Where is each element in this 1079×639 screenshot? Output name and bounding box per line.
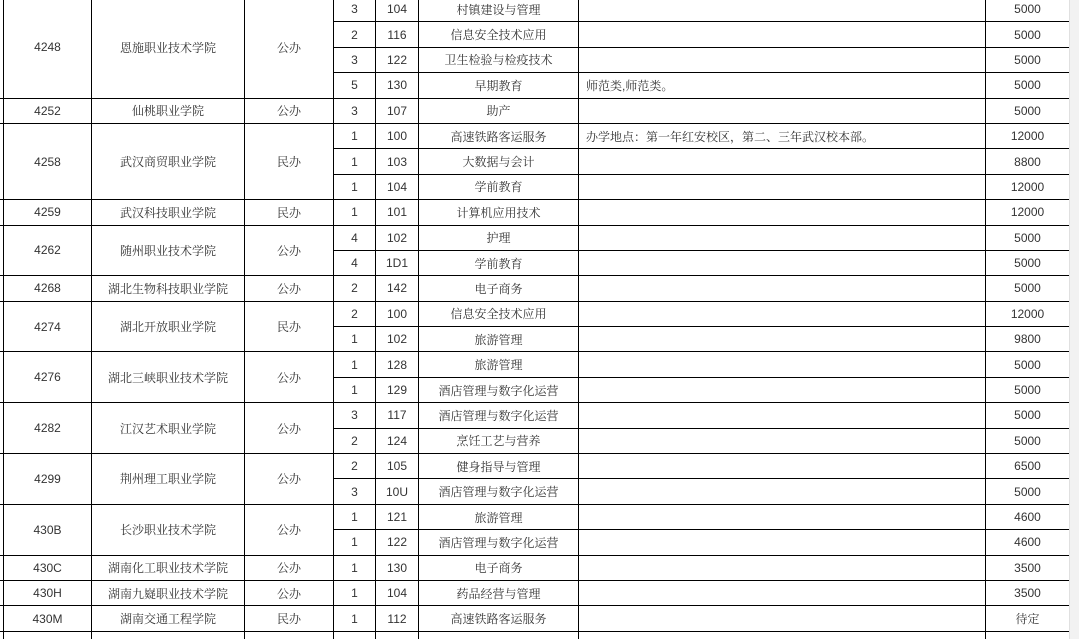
major-name-cell: 旅游管理 [419,352,579,377]
major-name-cell: 烹饪工艺与营养 [419,428,579,453]
note-cell [579,428,986,453]
plan-count-cell: 3 [334,403,376,428]
major-name-cell: 酒店管理与数字化运营 [419,403,579,428]
college-code-cell: 4268 [4,276,92,301]
tuition-cell: 12000 [986,301,1070,326]
note-cell [579,47,986,72]
plan-count-cell: 3 [334,479,376,504]
major-name-cell: 村镇建设与管理 [419,0,579,22]
table-row [0,555,1070,580]
note-cell: 办学地点：第一年红安校区，第二、三年武汉校本部。 [579,123,986,148]
school-name-cell: 湖北开放职业学院 [92,301,245,352]
major-code-cell: 122 [376,530,419,555]
major-code-cell: 128 [376,352,419,377]
tuition-cell: 5000 [986,377,1070,402]
table-row [0,123,1070,148]
major-code-cell: 104 [376,174,419,199]
tuition-cell: 4600 [986,504,1070,529]
school-type-cell: 公办 [245,276,334,301]
school-name-cell: 湖北生物科技职业学院 [92,276,245,301]
table-row [0,352,1070,377]
tuition-cell: 12000 [986,174,1070,199]
school-type-cell: 公办 [245,454,334,505]
note-cell [579,0,986,22]
school-name-cell: 恩施职业技术学院 [92,0,245,98]
college-code-cell: 4274 [4,301,92,352]
note-cell [579,352,986,377]
plan-count-cell: 1 [334,504,376,529]
table-row [0,276,1070,301]
plan-count-cell: 1 [334,606,376,631]
major-code-cell: 117 [376,403,419,428]
note-cell [579,276,986,301]
major-code-cell: 130 [376,555,419,580]
major-code-cell: 112 [376,606,419,631]
plan-count-cell: 3 [334,98,376,123]
tuition-cell: 5000 [986,47,1070,72]
school-name-cell: 湖南化工职业技术学院 [92,555,245,580]
note-cell [579,22,986,47]
college-code-cell: 4299 [4,454,92,505]
major-name-cell: 计算机应用技术 [419,200,579,225]
college-code-cell: 4262 [4,225,92,276]
tuition-cell: 3500 [986,555,1070,580]
table-row [0,225,1070,250]
major-name-cell: 信息安全技术应用 [419,22,579,47]
major-code-cell: 116 [376,22,419,47]
note-cell [579,327,986,352]
plan-count-cell: 1 [334,377,376,402]
major-name-cell: 电子商务 [419,555,579,580]
school-type-cell: 公办 [245,504,334,555]
school-name-cell: 湖南交通工程学院 [92,606,245,631]
vertical-scrollbar-track[interactable] [1069,0,1079,639]
note-cell [579,200,986,225]
plan-count-cell: 1 [334,327,376,352]
school-type-cell: 民办 [245,301,334,352]
school-name-cell: 仙桃职业学院 [92,98,245,123]
college-code-cell: 4258 [4,123,92,199]
major-code-cell: 107 [376,98,419,123]
tuition-cell: 3500 [986,580,1070,605]
major-name-cell: 信息安全技术应用 [419,301,579,326]
school-type-cell: 公办 [245,352,334,403]
major-name-cell: 大数据与会计 [419,149,579,174]
note-cell [579,479,986,504]
note-cell [579,555,986,580]
school-name-cell: 湖南九嶷职业技术学院 [92,580,245,605]
school-type-cell: 民办 [245,606,334,631]
note-cell [579,250,986,275]
plan-count-cell: 2 [334,22,376,47]
school-type-cell: 公办 [245,555,334,580]
tuition-cell: 5000 [986,428,1070,453]
plan-count-cell: 4 [334,250,376,275]
major-code-cell: 129 [376,377,419,402]
tuition-cell: 5000 [986,0,1070,22]
plan-count-cell: 1 [334,200,376,225]
plan-count-cell: 1 [334,530,376,555]
major-code-cell: 101 [376,200,419,225]
school-type-cell: 公办 [245,580,334,605]
major-code-cell: 124 [376,428,419,453]
plan-count-cell: 2 [334,428,376,453]
plan-count-cell: 3 [334,47,376,72]
major-name-cell: 早期教育 [419,73,579,98]
major-code-cell: 1D1 [376,250,419,275]
college-code-cell: 4276 [4,352,92,403]
school-name-cell: 长沙职业技术学院 [92,504,245,555]
school-type-cell [245,631,334,639]
plan-count-cell: 1 [334,149,376,174]
note-cell [579,504,986,529]
note-cell [579,606,986,631]
tuition-cell: 5000 [986,276,1070,301]
tuition-cell: 5000 [986,250,1070,275]
major-name-cell: 旅游管理 [419,504,579,529]
tuition-cell: 8800 [986,149,1070,174]
major-code-cell: 104 [376,0,419,22]
plan-count-cell: 4 [334,225,376,250]
table-row [0,301,1070,326]
plan-count-cell: 1 [334,580,376,605]
school-name-cell: 荆州理工职业学院 [92,454,245,505]
note-cell [579,301,986,326]
tuition-cell: 5000 [986,352,1070,377]
plan-count-cell: 1 [334,352,376,377]
note-cell [579,580,986,605]
major-code-cell: 122 [376,47,419,72]
major-code-cell: 100 [376,123,419,148]
plan-count-cell [334,631,376,639]
tuition-cell: 5000 [986,22,1070,47]
table-row [0,580,1070,605]
school-name-cell: 江汉艺术职业学院 [92,403,245,454]
major-code-cell [376,631,419,639]
major-name-cell: 药品经营与管理 [419,580,579,605]
major-code-cell: 104 [376,580,419,605]
note-cell [579,149,986,174]
major-name-cell: 健身指导与管理 [419,454,579,479]
note-cell [579,98,986,123]
major-code-cell: 100 [376,301,419,326]
note-cell [579,377,986,402]
note-cell [579,631,986,639]
college-code-cell: 430M [4,606,92,631]
table-row [0,200,1070,225]
note-cell [579,530,986,555]
major-code-cell: 105 [376,454,419,479]
table-row [0,504,1070,529]
major-name-cell: 卫生检验与检疫技术 [419,47,579,72]
tuition-cell: 5000 [986,403,1070,428]
note-cell [579,454,986,479]
major-code-cell: 102 [376,225,419,250]
note-cell [579,174,986,199]
major-code-cell: 102 [376,327,419,352]
plan-count-cell: 1 [334,555,376,580]
major-name-cell: 酒店管理与数字化运营 [419,479,579,504]
table-row [0,98,1070,123]
major-name-cell [419,631,579,639]
school-type-cell: 民办 [245,123,334,199]
major-name-cell: 学前教育 [419,174,579,199]
major-code-cell: 142 [376,276,419,301]
note-cell: 师范类,师范类。 [579,73,986,98]
major-name-cell: 电子商务 [419,276,579,301]
school-name-cell: 武汉商贸职业学院 [92,123,245,199]
major-name-cell: 高速铁路客运服务 [419,123,579,148]
tuition-cell: 12000 [986,200,1070,225]
tuition-cell: 5000 [986,479,1070,504]
tuition-cell: 6500 [986,454,1070,479]
plan-count-cell: 3 [334,0,376,22]
college-code-cell: 4259 [4,200,92,225]
table-row [0,606,1070,631]
tuition-cell: 9800 [986,327,1070,352]
table-row [0,403,1070,428]
plan-count-cell: 1 [334,123,376,148]
school-type-cell: 公办 [245,98,334,123]
tuition-cell [986,631,1070,639]
college-code-cell: 430B [4,504,92,555]
major-code-cell: 10U [376,479,419,504]
tuition-cell: 5000 [986,225,1070,250]
school-type-cell: 民办 [245,200,334,225]
major-name-cell: 酒店管理与数字化运营 [419,530,579,555]
plan-count-cell: 1 [334,174,376,199]
plan-count-cell: 2 [334,276,376,301]
college-code-cell: 4248 [4,0,92,98]
major-name-cell: 旅游管理 [419,327,579,352]
tuition-cell: 待定 [986,606,1070,631]
note-cell [579,225,986,250]
table-row-partial [0,631,1070,639]
school-name-cell: 随州职业技术学院 [92,225,245,276]
school-name-cell [92,631,245,639]
major-name-cell: 护理 [419,225,579,250]
school-type-cell: 公办 [245,225,334,276]
plan-count-cell: 2 [334,301,376,326]
school-type-cell: 公办 [245,403,334,454]
college-code-cell: 430H [4,580,92,605]
plan-count-cell: 5 [334,73,376,98]
tuition-cell: 5000 [986,98,1070,123]
school-type-cell: 公办 [245,0,334,98]
tuition-cell: 4600 [986,530,1070,555]
major-name-cell: 酒店管理与数字化运营 [419,377,579,402]
school-name-cell: 湖北三峡职业技术学院 [92,352,245,403]
college-code-cell: 4282 [4,403,92,454]
major-code-cell: 103 [376,149,419,174]
major-name-cell: 助产 [419,98,579,123]
table-row [0,454,1070,479]
tuition-cell: 5000 [986,73,1070,98]
plan-count-cell: 2 [334,454,376,479]
table-row [0,0,1070,22]
major-code-cell: 121 [376,504,419,529]
tuition-cell: 12000 [986,123,1070,148]
college-code-cell: 430C [4,555,92,580]
college-code-cell: 4252 [4,98,92,123]
major-name-cell: 学前教育 [419,250,579,275]
major-name-cell: 高速铁路客运服务 [419,606,579,631]
note-cell [579,403,986,428]
school-name-cell: 武汉科技职业学院 [92,200,245,225]
college-code-cell [4,631,92,639]
major-code-cell: 130 [376,73,419,98]
